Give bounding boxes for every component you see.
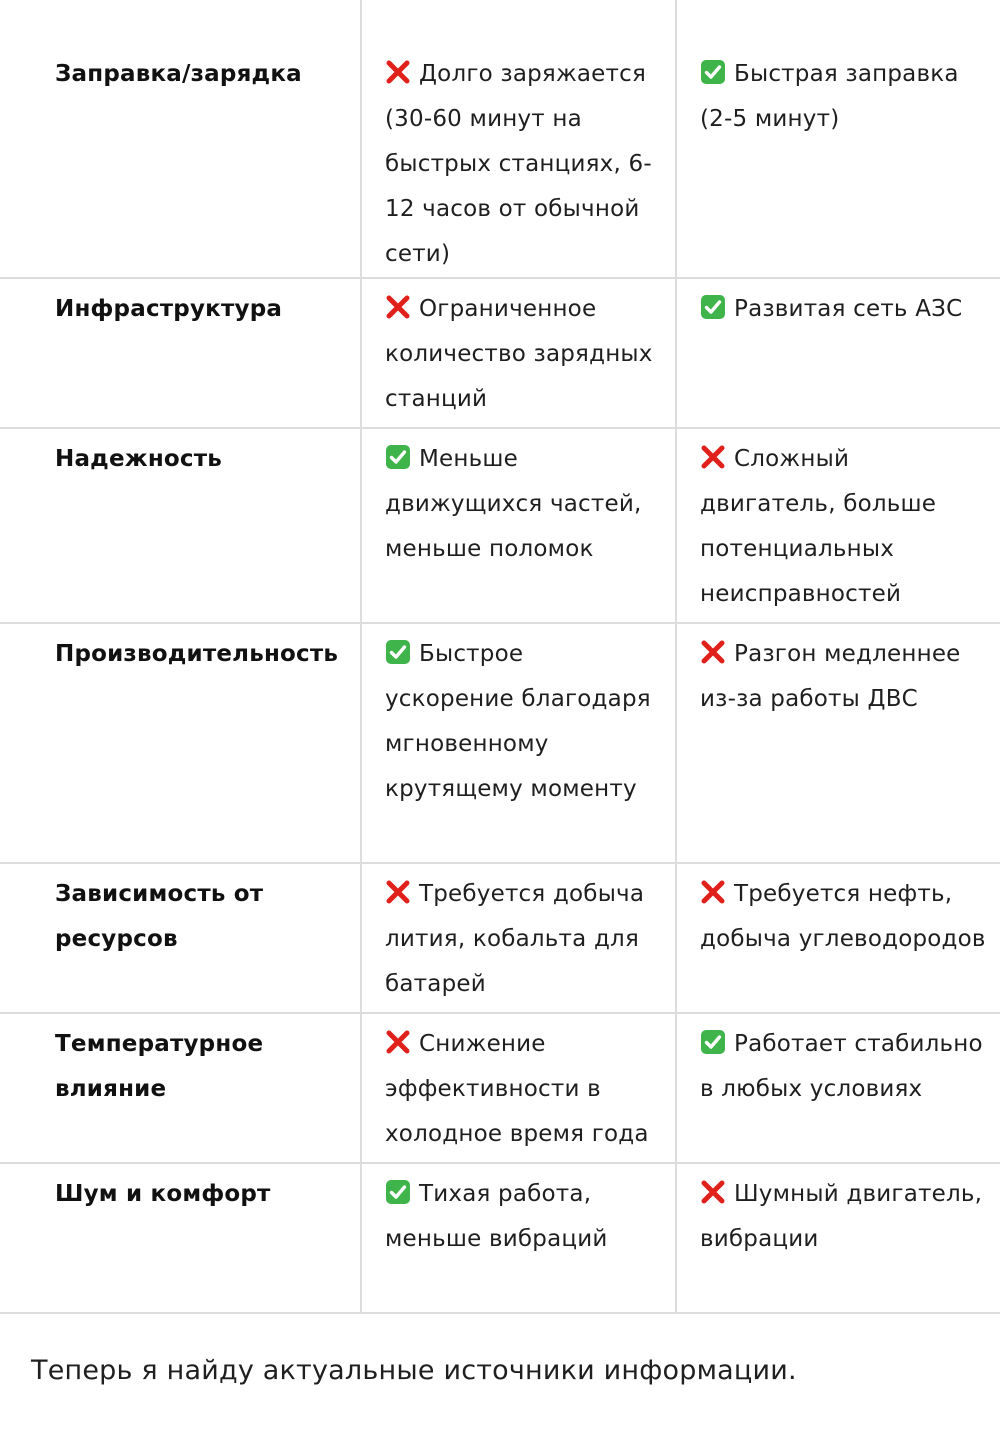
ev-cell-text: Долго заряжается (30-60 минут на быстрых станциях, 6-12 часов от обычной сети) <box>385 61 652 267</box>
gas-cell-text: Быстрая заправка (2-5 минут) <box>700 61 959 132</box>
ev-cell-text: Снижение эффективности в холодное время года <box>385 1031 649 1147</box>
gas-cell-text: Требуется нефть, добыча углеводородов <box>700 881 986 952</box>
gas-cell-text: Шумный двигатель, вибрации <box>700 1181 983 1252</box>
assistant-message: Теперь я найду актуальные источники информации. <box>31 1355 797 1386</box>
ev-cell-text: Ограниченное количество зарядных станций <box>385 296 653 412</box>
row-category: Инфраструктура <box>0 278 361 428</box>
check-mark-icon <box>700 1029 726 1055</box>
ev-cell-text: Быстрое ускорение благодаря мгновенному крутящему моменту <box>385 641 651 802</box>
row-category: Температурное влияние <box>0 1013 361 1163</box>
row-category: Производительность <box>0 623 361 863</box>
gas-cell <box>676 1163 1000 1313</box>
table-row <box>0 1013 1000 1163</box>
table-row <box>0 428 1000 623</box>
ev-cell-text: Тихая работа, меньше вибраций <box>385 1181 608 1252</box>
cross-mark-icon <box>700 639 726 665</box>
gas-cell-text: Разгон медленнее из-за работы ДВС <box>700 641 961 712</box>
ev-cell-text: Требуется добыча лития, кобальта для батарей <box>385 881 645 997</box>
gas-cell <box>676 428 1000 623</box>
row-category: Зависимость от ресурсов <box>0 863 361 1013</box>
cross-mark-icon <box>385 294 411 320</box>
check-mark-icon <box>385 639 411 665</box>
gas-cell <box>676 278 1000 428</box>
gas-cell-text: Развитая сеть АЗС <box>734 296 963 322</box>
cross-mark-icon <box>385 59 411 85</box>
gas-cell <box>676 623 1000 863</box>
gas-cell <box>676 863 1000 1013</box>
row-category: Заправка/зарядка <box>0 0 361 278</box>
table-row <box>0 863 1000 1013</box>
gas-cell-text: Работает стабильно в любых условиях <box>700 1031 983 1102</box>
ev-cell <box>361 278 676 428</box>
check-mark-icon <box>385 444 411 470</box>
ev-cell <box>361 623 676 863</box>
gas-cell <box>676 0 1000 278</box>
ev-cell <box>361 428 676 623</box>
check-mark-icon <box>700 294 726 320</box>
gas-cell-text: Сложный двигатель, больше потенциальных неисправностей <box>700 446 937 607</box>
gas-cell <box>676 1013 1000 1163</box>
cross-mark-icon <box>385 879 411 905</box>
cross-mark-icon <box>700 879 726 905</box>
table-row <box>0 0 1000 278</box>
table-row <box>0 278 1000 428</box>
ev-cell-text: Меньше движущихся частей, меньше поломок <box>385 446 642 562</box>
ev-cell <box>361 1163 676 1313</box>
cross-mark-icon <box>385 1029 411 1055</box>
ev-cell <box>361 0 676 278</box>
check-mark-icon <box>700 59 726 85</box>
cross-mark-icon <box>700 1179 726 1205</box>
check-mark-icon <box>385 1179 411 1205</box>
table-row <box>0 623 1000 863</box>
ev-cell <box>361 863 676 1013</box>
row-category: Надежность <box>0 428 361 623</box>
cross-mark-icon <box>700 444 726 470</box>
row-category: Шум и комфорт <box>0 1163 361 1313</box>
table-row <box>0 1163 1000 1313</box>
ev-cell <box>361 1013 676 1163</box>
